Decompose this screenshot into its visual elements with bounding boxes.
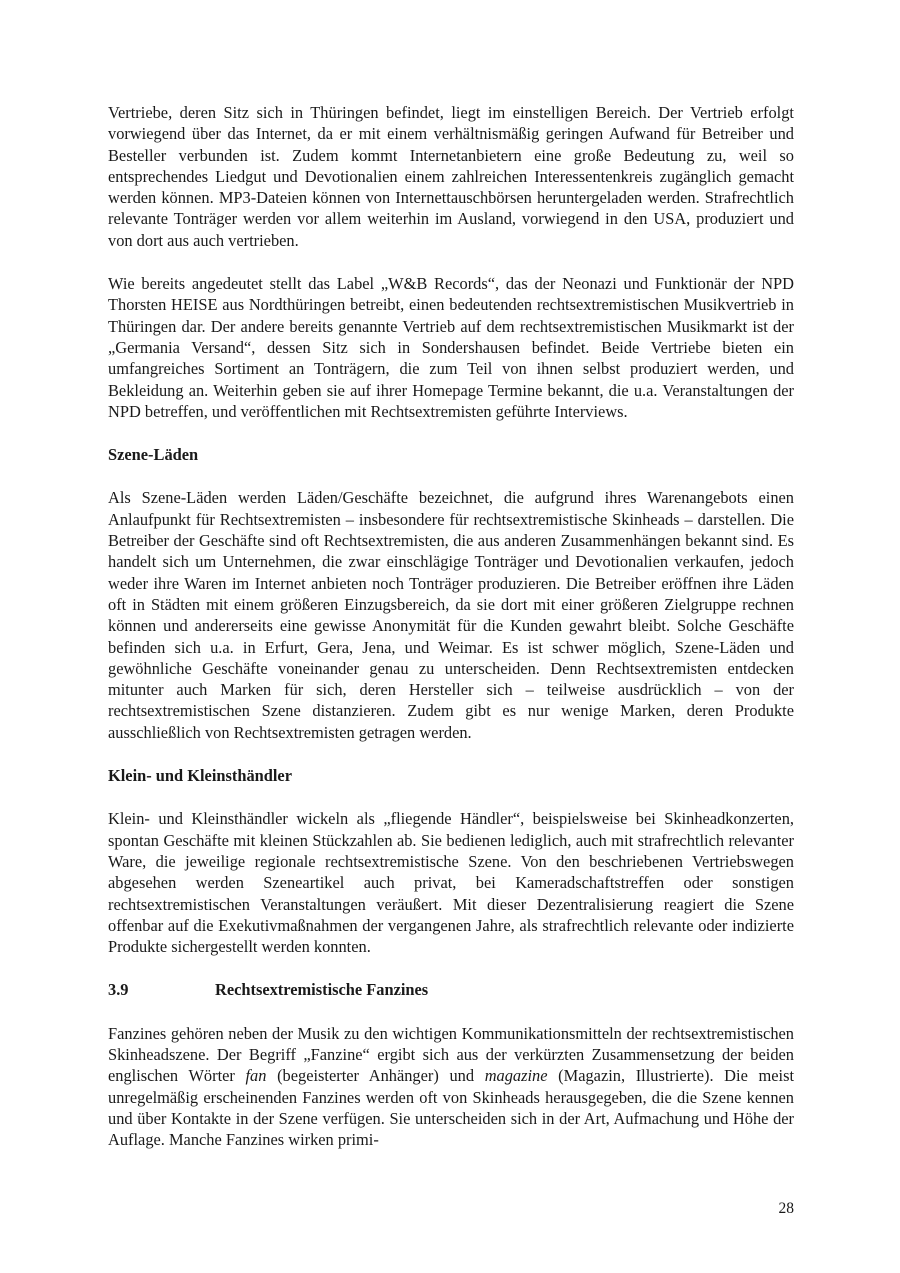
paragraph-fanzines	[108, 1023, 794, 1151]
paragraph-wb-records: Wie bereits angedeutet stellt das Label „W&B Records“, das der Neonazi und Funktionär der NPD Thorsten HEISE aus Nordthüringen betreibt, einen bedeutenden rechtsextremistischen Musikvertrieb in Thüringen dar. Der andere bereits genannte Vertrieb auf dem rechtsextremistischen Musikmarkt ist der „Germania Versand“, dessen Sitz sich in Sondershausen befindet. Beide Vertriebe bieten ein umfangreiches Sortiment an Tonträgern, die zum Teil von ihnen selbst produziert werden, und Bekleidung an. Weiterhin geben sie auf ihrer Homepage Termine bekannt, die u.a. Veranstaltungen der NPD betreffen, und veröffentlichen mit Rechtsextremisten geführte Interviews.	[108, 274, 794, 421]
term-magazine: magazine	[484, 1066, 548, 1086]
fanzines-text-3: (Magazin, Illustrierte). Die meist unregelmäßig erscheinenden Fanzines werden oft von Skinheads herausgegeben, die die Szene kennen und über Kontakte in der Szene verfügen. Sie unterscheiden sich in der Art, Aufmachung und Höhe der Auflage. Manche Fanzines wirken primi-	[108, 1066, 795, 1150]
page-body	[108, 102, 794, 1150]
heading-szene-laeden: Szene-Läden	[108, 445, 199, 465]
term-fan: fan	[245, 1066, 267, 1086]
paragraph-kleinhaendler: Klein- und Kleinsthändler wickeln als „fliegende Händler“, beispielsweise bei Skinheadkonzerten, spontan Geschäfte mit kleinen Stückzahlen ab. Sie bedienen lediglich, auch mit strafrechtlich relevanter Ware, die jeweilige regionale rechtsextremistische Szene. Von den beschriebenen Vertriebswegen abgesehen werden Szeneartikel auch privat, bei Kameradschaftstreffen oder sonstigen rechtsextremistischen Veranstaltungen veräußert. Mit dieser Dezentralisierung reagiert die Szene offenbar auf die Exekutivmaßnahmen der vergangenen Jahre, als strafrechtlich relevante oder indizierte Produkte sichergestellt werden konnten.	[108, 809, 794, 957]
section-heading-fanzines	[108, 979, 794, 1000]
section-number: 3.9	[108, 980, 129, 1000]
section-title: Rechtsextremistische Fanzines	[215, 980, 429, 1000]
heading-kleinhaendler: Klein- und Kleinsthändler	[108, 766, 292, 786]
paragraph-vertriebe: Vertriebe, deren Sitz sich in Thüringen befindet, liegt im einstelligen Bereich. Der Vertrieb erfolgt vorwiegend über das Internet, da er mit einem verhältnismäßig geringen Aufwand für Betreiber und Besteller verbunden ist. Zudem kommt Internetanbietern eine große Bedeutung zu, weil so entsprechendes Liedgut und Devotionalien einem zahlreichen Interessentenkreis zugänglich gemacht werden können. MP3-Dateien können von Internettauschbörsen heruntergeladen werden. Strafrechtlich relevante Tonträger werden vor allem weiterhin im Ausland, vorwiegend in den USA, produziert und von dort aus auch vertrieben.	[108, 103, 794, 250]
fanzines-text-2: (begeisterter Anhänger) und	[266, 1066, 485, 1086]
paragraph-szene-laeden: Als Szene-Läden werden Läden/Geschäfte bezeichnet, die aufgrund ihres Warenangebots einen Anlaufpunkt für Rechtsextremisten – insbesondere für rechtsextremistische Skinheads – darstellen. Die Betreiber der Geschäfte sind oft Rechtsextremisten, die aus anderen Zusammenhängen bekannt sind. Es handelt sich um Unternehmen, die zwar einschlägige Tonträger und Devotionalien verkaufen, jedoch weder ihre Waren im Internet anbieten noch Tonträger produzieren. Die Betreiber eröffnen ihre Läden oft in Städten mit einem größeren Einzugsbereich, da sie dort mit einer größeren Zielgruppe rechnen können und andererseits eine gewisse Anonymität für die Kunden gewahrt bleibt. Solche Geschäfte befinden sich u.a. in Erfurt, Gera, Jena, und Weimar. Es ist schwer möglich, Szene-Läden und gewöhnliche Geschäfte voneinander genau zu unterscheiden. Denn Rechtsextremisten entdecken mitunter auch Marken für sich, deren Hersteller sich – teilweise ausdrücklich – von der rechtsextremistischen Szene distanzieren. Zudem gibt es nur wenige Marken, deren Produkte ausschließlich von Rechtsextremisten getragen werden.	[108, 488, 794, 742]
fanzines-text-1: Fanzines gehören neben der Musik zu den wichtigen Kommunikationsmitteln der rechtsextremistischen Skinheadszene. Der Begriff „Fanzine“ ergibt sich aus der verkürzten Zusammensetzung der beiden englischen Wörter	[108, 1023, 794, 1086]
page-number: 28	[778, 1200, 794, 1217]
